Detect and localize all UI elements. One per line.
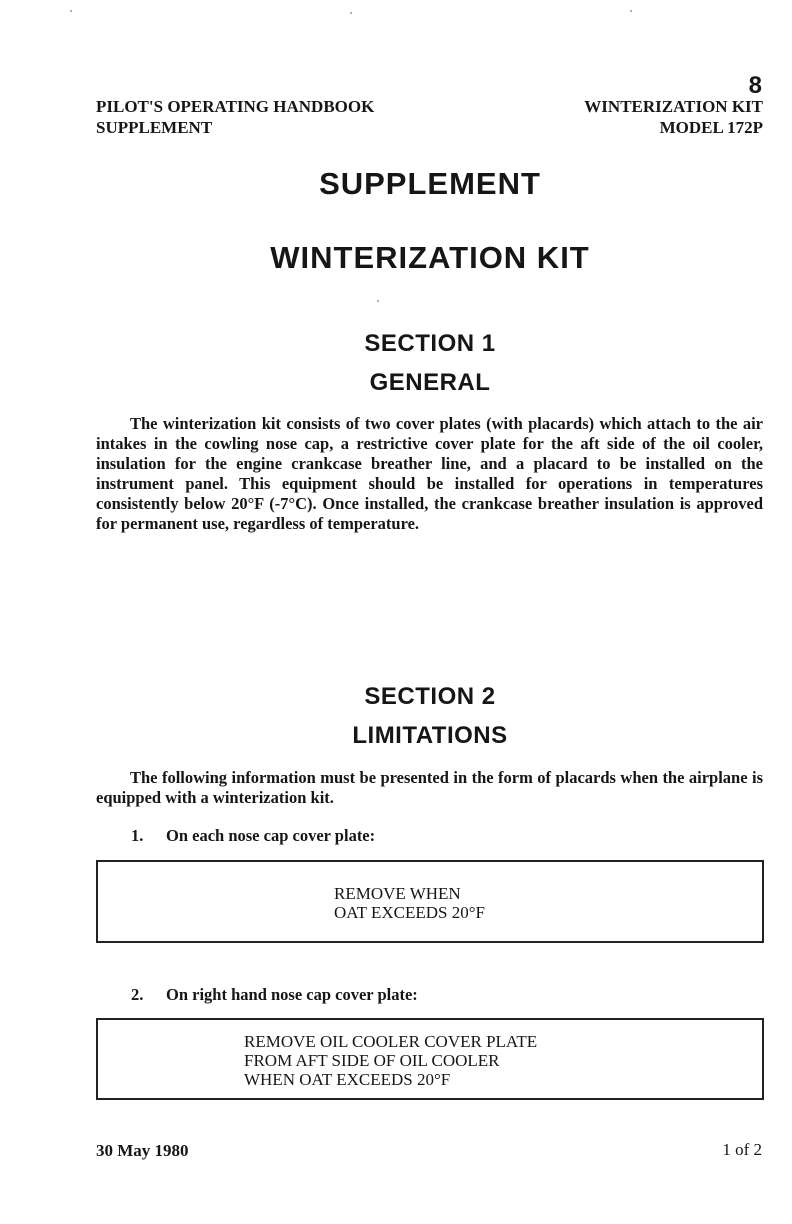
header-right-line1: WINTERIZATION KIT xyxy=(584,97,763,116)
section1-paragraph xyxy=(96,414,763,534)
placard-right-nose-cap xyxy=(96,1018,764,1100)
placard-right-nose-cap-text: REMOVE OIL COOLER COVER PLATE FROM AFT SIDE OF OIL COOLER WHEN OAT EXCEEDS 20°F xyxy=(244,1032,538,1089)
section2-name: LIMITATIONS xyxy=(352,722,508,749)
supplement-title: SUPPLEMENT xyxy=(319,166,541,201)
section2-number: SECTION 2 xyxy=(364,683,496,710)
scan-speck xyxy=(70,10,72,12)
scan-speck xyxy=(377,300,379,302)
placard-nose-cap-text: REMOVE WHEN OAT EXCEEDS 20°F xyxy=(334,884,485,922)
section2-paragraph-text: The following information must be presented in the form of placards when the airplane is equipped with a winterization kit. xyxy=(96,768,763,807)
footer-date: 30 May 1980 xyxy=(96,1141,189,1160)
header-left-line2: SUPPLEMENT xyxy=(96,118,213,137)
section1-number: SECTION 1 xyxy=(364,330,496,357)
item1-label: On each nose cap cover plate: xyxy=(166,826,376,845)
header-right-line2: MODEL 172P xyxy=(659,118,763,137)
item2-number: 2. xyxy=(131,985,144,1004)
kit-title: WINTERIZATION KIT xyxy=(270,240,590,275)
section2-paragraph xyxy=(96,768,763,808)
section1-name: GENERAL xyxy=(369,369,491,396)
section1-paragraph-text: The winterization kit consists of two cover plates (with placards) which attach to the air intakes in the cowling nose cap, a restrictive cover plate for the aft side of the oil cooler, insulation for the engine crankcase breather line, and a placard to be installed on the instrument panel. This equipment should be installed for operations in temperatures consistently below 20°F (-7°C). Once installed, the crankcase breather insulation is approved for permanent use, regardless of temperature. xyxy=(96,414,763,533)
footer-page: 1 of 2 xyxy=(722,1140,762,1159)
item2-label: On right hand nose cap cover plate: xyxy=(166,985,418,1004)
item1-number: 1. xyxy=(131,826,144,845)
placard-nose-cap xyxy=(96,860,764,943)
supplement-number: 8 xyxy=(748,72,762,99)
scan-speck xyxy=(630,10,632,12)
header-left-line1: PILOT'S OPERATING HANDBOOK xyxy=(96,97,375,116)
scan-speck xyxy=(350,12,352,14)
